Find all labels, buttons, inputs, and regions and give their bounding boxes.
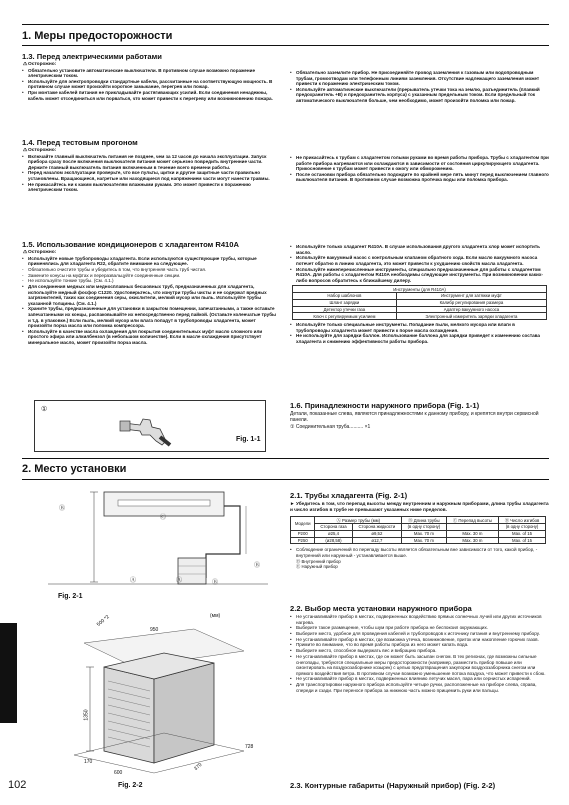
s15-warning: ⚠Осторожно: bbox=[22, 250, 57, 255]
limits-cell: (ø28,58) bbox=[315, 537, 352, 544]
s14-left-list bbox=[22, 154, 278, 193]
s15-right-top-item: • Используйте только хладагент R410A. В случае использования другого хладагента хлор может испортить масло. bbox=[290, 244, 549, 255]
col-length-sub: (в одну сторону) bbox=[402, 523, 447, 530]
s15-right-bottom-list bbox=[290, 322, 549, 344]
fig-2-1-marker-c: Ⓒ bbox=[160, 515, 167, 521]
warning-icon: ⚠ bbox=[22, 62, 28, 67]
limits-row bbox=[291, 530, 546, 537]
limits-cell: ø25,4 bbox=[315, 530, 352, 537]
s14-right-list bbox=[290, 155, 549, 183]
col-gas-side: Сторона газа bbox=[315, 523, 352, 530]
tools-cell: Адаптер вакуумного насоса bbox=[396, 306, 546, 313]
s14-warning: ⚠Осторожно: bbox=[22, 148, 57, 153]
col-pipe-size: Ⓐ Размер трубы (мм) bbox=[315, 517, 402, 524]
fig-2-1-marker-b3: Ⓑ bbox=[254, 563, 261, 569]
s14-right-list-item: • После остановки прибора обязательно подождите по крайней мере пять минут перед выключением главного выключателя питания. В противном случае возможна протечка воды или поломка прибора. bbox=[290, 172, 549, 183]
s13-right-list-item: • Используйте автоматические выключатели (прерыватель утечки тока на землю, разъединитель (плавкий предохранитель +B) и предохранитель корпуса) с указанным предельным током. Если предельный ток автоматического выключателя больше, чем необходимо, может произойти поломка или пожар. bbox=[290, 87, 549, 104]
fig-2-2-dim-base: 728 bbox=[245, 744, 254, 750]
s15-left-list-item: • Используйте в качестве масла охлаждения для покрытия соединительных муфт масло сложного или простого эфира или алкилбензол (в небольшом количестве). Если в масле охлаждения присутствует минеральное масло, может произойти порча масла. bbox=[22, 329, 278, 346]
limits-cell: Max. of 15 bbox=[499, 530, 546, 537]
limits-cell: P200 bbox=[291, 530, 315, 537]
s13-right bbox=[290, 70, 549, 136]
fig-2-1-marker-b2: Ⓑ bbox=[212, 580, 219, 586]
col-bends: Ⓓ Число изгибов bbox=[499, 517, 546, 524]
s15-left-list-item: - Не используйте тонкие трубы. (См. 4.1.) bbox=[22, 278, 278, 284]
outdoor-unit-body bbox=[104, 667, 154, 763]
fig-2-2-label: Fig. 2-2 bbox=[118, 782, 143, 789]
s13-left-list-item: • При монтаже кабелей питания не прикладывайте растягивающих усилий. Если соединения ненадежны, кабель может отсоединиться или порваться, что может привести к перегреву или возникновению пожара. bbox=[22, 90, 278, 101]
s13-title: 1.3. Перед электрическими работами bbox=[22, 52, 162, 61]
tools-table bbox=[292, 285, 547, 320]
s22-list-item: • Выберите место, удобное для проведения кабелей и трубопроводов к источнику питания и внутреннему прибору. bbox=[290, 631, 549, 637]
s13-left-list-item: • Обязательно установите автоматические выключатели. В противном случае возможно поражение электрическим током. bbox=[22, 68, 278, 79]
s16-title: 1.6. Принадлежности наружного прибора (Fig. 1-1) bbox=[290, 401, 480, 410]
s22-body bbox=[290, 614, 549, 780]
s14-left-list-item: • Перед началом эксплуатации проверьте, что все пульты, щитки и другие защитные части правильно установлены. Вращающиеся, нагретые или находящиеся под напряжением части могут нанести травмы. bbox=[22, 170, 278, 181]
s14-title: 1.4. Перед тестовым прогоном bbox=[22, 138, 138, 147]
section1-rule bbox=[22, 45, 549, 46]
tools-cell: Электронный измеритель зарядки хладагента bbox=[396, 313, 546, 320]
fig-2-2-dim-width: 950 bbox=[150, 627, 159, 633]
fig-2-2-dim-top-clearance: 500 *2 bbox=[95, 614, 111, 628]
fig-2-2-dim-depth: 600 bbox=[114, 770, 123, 776]
s21-note: • Соблюдение ограничений по перепаду высоты является обязательным вне зависимости от того, какой прибор, - внутренний или наружный - устанавливается выше. bbox=[290, 547, 549, 558]
s15-right-bottom-item: • Не используйте для зарядки баллон. Использование баллона для зарядки приведет к изменению состава хладагента и снижению эффективности работы прибора. bbox=[290, 333, 549, 344]
limits-cell: ø9,52 bbox=[352, 530, 402, 537]
s22-list-item: • Для транспортировки наружного прибора используйте четыре ручки, расположенные на приборе слева, справа, спереди и сзади. При переносе прибора за нижнюю часть можно прищемить руки или пальцы. bbox=[290, 682, 549, 693]
fig-2-2-dim-height: 1350 bbox=[83, 709, 90, 721]
limits-cell: Max. 70 m bbox=[402, 537, 447, 544]
connecting-pipe-icon bbox=[110, 407, 190, 449]
s22-title: 2.2. Выбор места установки наружного прибора bbox=[290, 604, 472, 613]
fig-2-1-marker-b1: Ⓑ bbox=[59, 506, 66, 512]
limits-cell: Max. 70 m bbox=[402, 530, 447, 537]
tools-row bbox=[293, 313, 547, 320]
s21-title: 2.1. Трубы хладагента (Fig. 2-1) bbox=[290, 491, 408, 500]
s15-right-top-list bbox=[290, 244, 549, 283]
limits-cell: P250 bbox=[291, 537, 315, 544]
tools-cell: Набор шаблонов bbox=[293, 292, 397, 299]
limits-cell: Max. 30 m bbox=[446, 537, 498, 544]
fig-2-1-marker-a: Ⓐ bbox=[176, 578, 183, 584]
s22-list-item: • Выберите место, способное выдержать вес и вибрацию прибора. bbox=[290, 648, 549, 654]
tools-cell: Ключ с регулируемым усилием bbox=[293, 313, 397, 320]
fig-2-2-dim-right: 370 bbox=[193, 762, 204, 772]
s21-legend-indoor: Ⓓ Внутренний прибор bbox=[296, 558, 341, 564]
s22-list bbox=[290, 614, 549, 693]
s13-warning: ⚠Осторожно: bbox=[22, 62, 57, 67]
refrigerant-pipe bbox=[206, 506, 240, 578]
s15-left-list-item: - Замените конусы на муфтах и переразвальцуйте соединенные секции. bbox=[22, 273, 278, 279]
fig-1-1-label: Fig. 1-1 bbox=[236, 436, 261, 443]
s15-left-list-item: • Используйте новые трубопроводы хладагента. Если используются существующие трубы, которые применялись для хладагента R22, обратите внимание на следующее. bbox=[22, 256, 278, 267]
s14-right bbox=[290, 155, 549, 215]
col-bends-sub: (в одну сторону) bbox=[499, 523, 546, 530]
tools-cell: Калибр регулирования размера bbox=[396, 299, 546, 306]
col-liquid-side: Сторона жидкости bbox=[352, 523, 402, 530]
fig-2-2-diagram bbox=[44, 605, 282, 777]
s22-list-item: • Не устанавливайте прибор в местах, подверженных влиянию летучих масел, пара или сернистых испарений. bbox=[290, 676, 549, 682]
s15-left bbox=[22, 250, 278, 395]
limits-cell: Max. 30 m bbox=[446, 530, 498, 537]
s15-right-bottom-item: • Используйте только специальные инструменты. Попадание пыли, мелкого мусора или влаги в трубопроводы хладагента может привести к порче масла охлаждения. bbox=[290, 322, 549, 333]
s21-intro: ► Убедитесь в том, что перепад высоты между внутренним и наружным приборами, длина трубы хладагента и число изгибов в трубе не превышают указанных ниже пределов. bbox=[290, 501, 549, 512]
s22-list-item: • Не устанавливайте прибор в местах, подверженных воздействию прямых солнечных лучей или других источников нагрева. bbox=[290, 614, 549, 625]
fig-1-1-box bbox=[34, 400, 266, 452]
warning-icon: ⚠ bbox=[22, 250, 28, 255]
s15-left-list bbox=[22, 256, 278, 346]
s21-legend-outdoor: Ⓔ Наружный прибор bbox=[296, 563, 338, 569]
s16-text: Детали, показанные слева, являются принадлежностями к данному прибору, и крепятся внутри сервисной панели. bbox=[290, 411, 539, 423]
col-height-diff: Ⓒ Перепад высоты bbox=[446, 517, 498, 524]
tools-cell: Инструмент для затяжки муфт bbox=[396, 292, 546, 299]
fig-2-1-diagram bbox=[28, 486, 278, 592]
fig-2-1-marker-a2: Ⓐ bbox=[130, 578, 137, 584]
s14-left bbox=[22, 148, 278, 238]
s15-left-list-item: • Храните трубы, предназначенные для установки в закрытом помещении, запечатанными, а также оставьте запечатанными их концы, распаковывайте их непосредственно перед пайкой. (Оставьте коленчатые трубы и т.д. в упаковке.) Если пыль, мелкий мусор или влага попадут в трубопроводы хладагента, может произойти порча масла или поломка компрессора. bbox=[22, 306, 278, 328]
language-tab bbox=[0, 623, 17, 723]
fig-2-1-label: Fig. 2-1 bbox=[58, 593, 83, 600]
section2-top-rule bbox=[22, 458, 549, 459]
s15-right-top-item: • Используйте вакуумный насос с контрольным клапаном обратного хода. Если масло вакуумного насоса потечет обратно в линию хладагента, это может привести к ухудшению свойств масла хладагента. bbox=[290, 255, 549, 266]
fig-2-2-dim-left: 170 bbox=[84, 759, 93, 765]
limits-row bbox=[291, 537, 546, 544]
tools-row bbox=[293, 299, 547, 306]
tools-row bbox=[293, 306, 547, 313]
top-rule bbox=[22, 24, 549, 25]
s13-left-list-item: • Используйте для электропроводки стандартные кабели, рассчитанные на соответствующую мощность. В противном случае может произойти короткое замыкание, перегрев или пожар. bbox=[22, 79, 278, 90]
s14-left-list-item: • Не прикасайтесь ни к каким выключателям влажными руками. Это может привести к поражению электрическим током. bbox=[22, 182, 278, 193]
col-models: Модели bbox=[291, 517, 315, 531]
tools-caption: Инструменты (для R410A) bbox=[293, 286, 547, 293]
s16-body bbox=[290, 411, 549, 441]
s15-right bbox=[290, 244, 549, 400]
pipe-limits-table bbox=[290, 516, 546, 544]
s13-right-list bbox=[290, 70, 549, 103]
tools-cell: Детектор утечки газа bbox=[293, 306, 397, 313]
s22-list-item: • Примите во внимание, что во время работы прибора из него может капать вода. bbox=[290, 642, 549, 648]
s15-left-list-item: - Обязательно очистите трубы и убедитесь в том, что внутренняя часть труб чистая. bbox=[22, 267, 278, 273]
s16-item: ① Соединительная труба.......... ×1 bbox=[290, 424, 371, 430]
s21-body bbox=[290, 501, 549, 604]
s15-right-top-item: • Используйте нижеперечисленные инструменты, специально предназначенные для работы с хладагентом R410A. Для работы с хладагентом R410A необходимы следующие инструменты. При возникновении каких-либо вопросов обратитесь к ближайшему дилеру. bbox=[290, 267, 549, 284]
section2-rule bbox=[22, 479, 549, 480]
tools-row bbox=[293, 292, 547, 299]
warning-icon: ⚠ bbox=[22, 148, 28, 153]
page-number: 102 bbox=[8, 779, 27, 791]
col-height-sub bbox=[446, 523, 498, 530]
s23-title: 2.3. Контурные габариты (Наружный прибор) (Fig. 2-2) bbox=[290, 781, 496, 790]
outdoor-unit bbox=[178, 558, 206, 584]
fig-1-1-marker: ① bbox=[41, 406, 48, 413]
s22-list-item: • Не устанавливайте прибор в местах, где он может быть засыпан снегом. В тех регионах, где возможны сильные снегопады, требуются специальные меры предосторожности (например, разместить прибор повыше или смонтировать на воздухозаборнике козырек) с целью предотвращения закупорки воздухозаборника снегом или прямого воздействия ветра. В противном случае возможно уменьшение потока воздуха, что может привести к сбою. bbox=[290, 654, 549, 676]
s14-left-list-item: • Включайте главный выключатель питания не позднее, чем за 12 часов до начала эксплуатации. Запуск прибора сразу после включения выключателя питания может серьезно повредить внутренние части. Держите главный выключатель питания включенным в течение всего времени работы. bbox=[22, 154, 278, 171]
s15-left-list-item: • Для соединения медных или медносплавных бесшовных труб, предназначенных для хладагента, используйте медный фосфор C1220. Удостоверьтесь, что изнутри трубы чисты и не содержат вредных загрязнителей, таких как соединения серы, окислители, мелкий мусор или пыль. Используйте трубы указанной толщины. (См. 4.1.) bbox=[22, 284, 278, 306]
s13-left-list bbox=[22, 68, 278, 102]
s22-list-item: • Не устанавливайте прибор в местах, где возможна утечка, возникновение, приток или накопление горючих газов. bbox=[290, 637, 549, 643]
section1-title: 1. Меры предосторожности bbox=[22, 30, 173, 42]
s21-note-list bbox=[290, 547, 549, 558]
s22-list-item: • Выберите такое размещение, чтобы шум при работе прибора не беспокоил окружающих. bbox=[290, 625, 549, 631]
s15-title: 1.5. Использование кондиционеров с хладагентом R410A bbox=[22, 240, 239, 249]
fig-2-2-unit-label: (мм) bbox=[210, 613, 221, 619]
section2-title: 2. Место установки bbox=[22, 463, 127, 475]
tools-cell: Шланг зарядки bbox=[293, 299, 397, 306]
col-pipe-length: Ⓑ Длина трубы bbox=[402, 517, 447, 524]
limits-cell: ø12,7 bbox=[352, 537, 402, 544]
s14-right-list-item: • Не прикасайтесь к трубам с хладагентом голыми руками во время работы прибора. Трубы с хладагентом при работе прибора нагреваются или охлаждаются в зависимости от состояния циркулирующего хладагента. Прикосновение к трубам может привести к ожогу или обморожению. bbox=[290, 155, 549, 172]
s13-right-list-item: • Обязательно заземлите прибор. Не присоединяйте провод заземления к газовым или водопроводным трубам, громоотводам или телефонным линиям заземления. Отсутствие надлежащего заземления может привести к поражению электрическим током. bbox=[290, 70, 549, 87]
limits-cell: Max. of 15 bbox=[499, 537, 546, 544]
s13-left bbox=[22, 62, 278, 134]
